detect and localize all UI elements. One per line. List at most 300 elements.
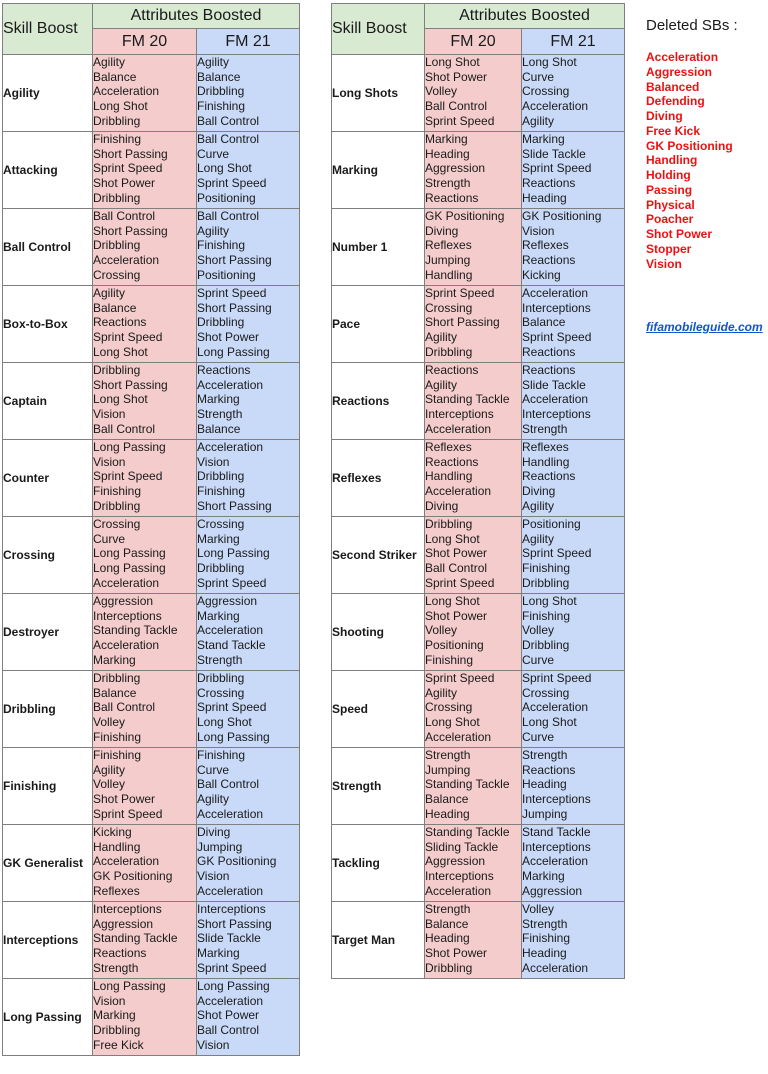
fm20-attributes (93, 209, 197, 286)
fm21-attributes (197, 440, 300, 517)
attribute-item: Diving (425, 223, 459, 238)
attribute-item: Marking (522, 132, 565, 146)
skill-boost-row (3, 132, 300, 209)
fm20-attributes (93, 825, 197, 902)
attribute-item: Long Shot (522, 715, 577, 730)
skill-boost-row (332, 825, 625, 902)
attribute-item: Curve (93, 531, 126, 546)
attribute-item: Reactions (522, 469, 576, 484)
skill-boost-row (332, 517, 625, 594)
attribute-item: Crossing (93, 517, 141, 531)
attribute-item: Interceptions (522, 792, 591, 807)
skill-boost-name: Speed (332, 671, 425, 748)
fm21-attributes (197, 594, 300, 671)
skill-boost-name: Number 1 (332, 209, 425, 286)
attribute-item: Dribbling (197, 315, 245, 330)
fm20-attributes (93, 286, 197, 363)
attribute-item: GK Positioning (93, 869, 173, 884)
skill-boost-row (3, 517, 300, 594)
skill-boost-table-left (2, 3, 300, 1056)
attribute-item: Long Shot (522, 594, 577, 608)
attribute-item: Interceptions (197, 902, 266, 916)
attribute-item: Finishing (197, 238, 246, 253)
attribute-item: Acceleration (93, 253, 160, 268)
attribute-item: Acceleration (93, 84, 160, 99)
fm21-attributes (522, 517, 625, 594)
attribute-item: Acceleration (93, 854, 160, 869)
skill-boost-name: Finishing (3, 748, 93, 825)
attribute-item: Strength (93, 960, 139, 975)
attribute-item: Finishing (197, 748, 246, 762)
skill-boost-name: Interceptions (3, 902, 93, 979)
attribute-item: Acceleration (522, 854, 589, 869)
skill-boost-name: Crossing (3, 517, 93, 594)
skill-boost-name: Counter (3, 440, 93, 517)
attribute-item: GK Positioning (197, 854, 277, 869)
attribute-item: Strength (197, 652, 243, 667)
fm21-attributes (197, 748, 300, 825)
attribute-item: Kicking (522, 267, 561, 282)
attribute-item: Free Kick (93, 1037, 144, 1052)
attribute-item: Dribbling (425, 960, 473, 975)
attribute-item: Sprint Speed (522, 330, 592, 345)
attribute-item: Long Passing (197, 979, 270, 993)
attribute-item: Vision (93, 454, 126, 469)
attribute-item: Vision (93, 993, 126, 1008)
attribute-item: Dribbling (93, 238, 141, 253)
attribute-item: Interceptions (425, 869, 494, 884)
attribute-item: Ball Control (197, 209, 260, 223)
attribute-item: Marking (197, 531, 240, 546)
fm20-attributes (93, 363, 197, 440)
attribute-item: Sprint Speed (197, 286, 267, 300)
skill-boost-header: Skill Boost (332, 4, 425, 55)
attribute-item: Volley (425, 623, 458, 638)
skill-boost-name: Agility (3, 55, 93, 132)
deleted-sb-item: Free Kick (646, 123, 701, 138)
attribute-item: Dribbling (93, 1023, 141, 1038)
attribute-item: Agility (522, 498, 555, 513)
attribute-item: Dribbling (522, 638, 570, 653)
fm21-attributes (197, 363, 300, 440)
attribute-item: Aggression (93, 916, 154, 931)
attribute-item: Volley (425, 84, 458, 99)
attribute-item: Interceptions (93, 902, 162, 916)
attribute-item: Acceleration (197, 377, 264, 392)
fm21-attributes (197, 132, 300, 209)
skill-boost-name: Strength (332, 748, 425, 825)
attribute-item: Stand Tackle (197, 638, 266, 653)
deleted-sbs-title: Deleted SBs : (646, 17, 738, 34)
attribute-item: Ball Control (197, 132, 260, 146)
attribute-item: Agility (197, 55, 230, 69)
attribute-item: Volley (93, 715, 126, 730)
skill-boost-row (3, 440, 300, 517)
attribute-item: Standing Tackle (93, 931, 178, 946)
attribute-item: Crossing (522, 84, 570, 99)
attribute-item: Finishing (522, 608, 571, 623)
attribute-item: Long Passing (93, 979, 166, 993)
fm21-attributes (522, 671, 625, 748)
attribute-item: Shot Power (93, 792, 156, 807)
skill-boost-name: Long Passing (3, 979, 93, 1056)
attribute-item: Positioning (522, 517, 581, 531)
skill-boost-row (332, 594, 625, 671)
skill-boost-row (3, 979, 300, 1056)
fm20-attributes (93, 748, 197, 825)
attribute-item: Handling (425, 469, 473, 484)
attribute-item: Dribbling (425, 344, 473, 359)
attribute-item: Finishing (93, 748, 142, 762)
attribute-item: Marking (93, 1008, 136, 1023)
attribute-item: Kicking (93, 825, 132, 839)
attribute-item: Sprint Speed (93, 161, 163, 176)
attribute-item: Reflexes (522, 440, 569, 454)
deleted-sb-item: Physical (646, 197, 695, 212)
attribute-item: Short Passing (197, 300, 272, 315)
attribute-item: Marking (93, 652, 136, 667)
attribute-item: Marking (522, 869, 565, 884)
attribute-item: Acceleration (197, 440, 264, 454)
attribute-item: Vision (93, 407, 126, 422)
attribute-item: Jumping (425, 253, 471, 268)
attribute-item: Shot Power (93, 176, 156, 191)
attribute-item: Diving (425, 498, 459, 513)
deleted-sb-item: Defending (646, 94, 705, 109)
attribute-item: Reactions (522, 344, 576, 359)
attribute-item: Standing Tackle (425, 825, 510, 839)
attribute-item: Acceleration (425, 421, 492, 436)
skill-boost-row (3, 902, 300, 979)
skill-boost-table-right (331, 3, 625, 979)
attribute-item: Ball Control (425, 99, 488, 114)
attribute-item: Sprint Speed (425, 671, 495, 685)
attribute-item: Interceptions (93, 608, 162, 623)
fm21-attributes (522, 594, 625, 671)
skill-boost-row (332, 132, 625, 209)
attribute-item: Diving (522, 484, 556, 499)
attribute-item: Sprint Speed (522, 546, 592, 561)
attribute-item: Reactions (522, 253, 576, 268)
attribute-item: Reactions (425, 454, 479, 469)
fm21-attributes (197, 209, 300, 286)
fm21-attributes (522, 748, 625, 825)
deleted-sb-item: Shot Power (646, 227, 713, 241)
attribute-item: Balance (93, 300, 137, 315)
attribute-item: Finishing (93, 132, 142, 146)
skill-boost-name: Box-to-Box (3, 286, 93, 363)
attribute-item: Sprint Speed (522, 671, 592, 685)
attribute-item: Agility (425, 377, 458, 392)
skill-boost-row (332, 209, 625, 286)
site-link[interactable]: fifamobileguide.com (646, 320, 763, 334)
attribute-item: Short Passing (93, 377, 168, 392)
fm21-attributes (522, 209, 625, 286)
attribute-item: Reactions (93, 946, 147, 961)
attribute-item: Ball Control (197, 1023, 260, 1038)
attribute-item: Ball Control (425, 561, 488, 576)
skill-boost-row (332, 440, 625, 517)
attribute-item: Finishing (197, 99, 246, 114)
fm21-attributes (522, 286, 625, 363)
skill-boost-row (3, 363, 300, 440)
attribute-item: Acceleration (522, 960, 589, 975)
attribute-item: Balance (197, 69, 241, 84)
attribute-item: Slide Tackle (197, 931, 261, 946)
attribute-item: Crossing (197, 517, 245, 531)
skill-boost-name: Long Shots (332, 55, 425, 132)
attribute-item: Finishing (93, 484, 142, 499)
attribute-item: Heading (522, 946, 567, 961)
attribute-item: Sprint Speed (197, 700, 267, 715)
skill-boost-row (332, 55, 625, 132)
attribute-item: Balance (522, 315, 566, 330)
attribute-item: Acceleration (425, 729, 492, 744)
deleted-sb-item: Poacher (646, 212, 694, 227)
attribute-item: Reflexes (425, 238, 472, 253)
fm21-attributes (522, 440, 625, 517)
attribute-item: Acceleration (425, 484, 492, 499)
attribute-item: Reactions (522, 363, 576, 377)
attribute-item: Standing Tackle (425, 777, 510, 792)
attribute-item: Dribbling (93, 113, 141, 128)
fm21-attributes (522, 132, 625, 209)
attribute-item: Acceleration (197, 883, 264, 898)
fm20-attributes (425, 440, 522, 517)
attribute-item: Finishing (522, 931, 571, 946)
attribute-item: Aggression (93, 594, 154, 608)
skill-boost-row (332, 902, 625, 979)
attribute-item: Long Passing (93, 561, 166, 576)
attribute-item: Aggression (425, 854, 486, 869)
attribute-item: Sprint Speed (197, 176, 267, 191)
attribute-item: Strength (197, 407, 243, 422)
attribute-item: Long Shot (425, 55, 480, 69)
deleted-sb-item: Handling (646, 153, 698, 168)
attribute-item: Handling (93, 839, 141, 854)
attribute-item: Acceleration (93, 575, 160, 590)
attribute-item: Reactions (197, 363, 251, 377)
attribute-item: Positioning (197, 190, 256, 205)
attribute-item: Sprint Speed (93, 330, 163, 345)
attribute-item: Sprint Speed (425, 286, 495, 300)
fm21-attributes (522, 363, 625, 440)
attribute-item: Curve (197, 146, 230, 161)
attribute-item: Finishing (93, 729, 142, 744)
fm21-attributes (522, 902, 625, 979)
attribute-item: Finishing (197, 484, 246, 499)
attribute-item: Agility (197, 792, 230, 807)
attribute-item: Slide Tackle (522, 146, 586, 161)
attribute-item: Strength (522, 916, 568, 931)
fm21-attributes (197, 55, 300, 132)
fm20-attributes (93, 594, 197, 671)
attribute-item: Acceleration (522, 392, 589, 407)
attribute-item: Long Passing (93, 440, 166, 454)
attribute-item: Long Passing (93, 546, 166, 561)
deleted-sbs-list (646, 50, 738, 271)
deleted-sb-item: GK Positioning (646, 138, 733, 153)
attribute-item: Strength (425, 748, 471, 762)
attribute-item: Dribbling (197, 469, 245, 484)
fm20-attributes (425, 671, 522, 748)
attributes-boosted-header: Attributes Boosted (93, 4, 300, 29)
skill-boost-row (332, 363, 625, 440)
attribute-item: Long Passing (197, 546, 270, 561)
attribute-item: Sliding Tackle (425, 839, 499, 854)
attribute-item: Long Shot (425, 715, 480, 730)
attribute-item: Crossing (197, 685, 245, 700)
attribute-item: Dribbling (93, 498, 141, 513)
attribute-item: Reactions (93, 315, 147, 330)
skill-boost-name: Pace (332, 286, 425, 363)
attribute-item: Acceleration (197, 993, 264, 1008)
fm20-attributes (425, 902, 522, 979)
attribute-item: Shot Power (197, 1008, 260, 1023)
attribute-item: Sprint Speed (197, 575, 267, 590)
attribute-item: Finishing (522, 561, 571, 576)
attribute-item: Dribbling (197, 561, 245, 576)
attribute-item: Balance (425, 916, 469, 931)
attribute-item: Marking (197, 392, 240, 407)
attribute-item: Long Shot (93, 99, 148, 114)
attribute-item: Dribbling (425, 517, 473, 531)
attribute-item: Heading (425, 806, 470, 821)
fm21-attributes (197, 902, 300, 979)
attribute-item: Agility (425, 685, 458, 700)
fm20-attributes (93, 132, 197, 209)
attribute-item: Long Shot (522, 55, 577, 69)
attribute-item: Reflexes (522, 238, 569, 253)
skill-boost-row (3, 594, 300, 671)
skill-boost-name: Ball Control (3, 209, 93, 286)
fm20-attributes (93, 671, 197, 748)
attribute-item: Finishing (425, 652, 474, 667)
attribute-item: Dribbling (93, 671, 141, 685)
attribute-item: Vision (197, 454, 230, 469)
attribute-item: Positioning (425, 638, 484, 653)
fm21-header: FM 21 (522, 29, 625, 55)
skill-boost-row (3, 286, 300, 363)
attribute-item: Agility (522, 113, 555, 128)
attribute-item: Reactions (425, 190, 479, 205)
attribute-item: Standing Tackle (93, 623, 178, 638)
attribute-item: Dribbling (93, 363, 141, 377)
attribute-item: Long Shot (93, 392, 148, 407)
attribute-item: Curve (522, 729, 555, 744)
attribute-item: Reactions (425, 363, 479, 377)
skill-boost-row (332, 671, 625, 748)
attribute-item: Balance (197, 421, 241, 436)
deleted-sb-item: Vision (646, 256, 682, 271)
attribute-item: Crossing (522, 685, 570, 700)
attribute-item: Aggression (522, 883, 583, 898)
fm21-attributes (197, 517, 300, 594)
attribute-item: Jumping (197, 839, 243, 854)
attributes-boosted-header: Attributes Boosted (425, 4, 625, 29)
fm20-attributes (93, 517, 197, 594)
attribute-item: Aggression (425, 161, 486, 176)
attribute-item: Sprint Speed (93, 469, 163, 484)
attribute-item: Interceptions (425, 407, 494, 422)
attribute-item: Heading (522, 190, 567, 205)
attribute-item: Long Shot (425, 531, 480, 546)
skill-boost-row (3, 209, 300, 286)
attribute-item: Strength (522, 421, 568, 436)
attribute-item: Interceptions (522, 839, 591, 854)
attribute-item: Sprint Speed (425, 575, 495, 590)
attribute-item: Heading (425, 146, 470, 161)
attribute-item: Acceleration (197, 806, 264, 821)
fm21-attributes (197, 825, 300, 902)
attribute-item: Agility (522, 531, 555, 546)
skill-boost-name: Reflexes (332, 440, 425, 517)
fm21-attributes (197, 979, 300, 1056)
skill-boost-name: Shooting (332, 594, 425, 671)
attribute-item: Jumping (425, 762, 471, 777)
fm21-attributes (522, 55, 625, 132)
attribute-item: Vision (197, 1037, 230, 1052)
attribute-item: Reactions (522, 762, 576, 777)
attribute-item: Reactions (522, 176, 576, 191)
fm20-header: FM 20 (93, 29, 197, 55)
attribute-item: Volley (93, 777, 126, 792)
fm20-attributes (93, 902, 197, 979)
fm20-attributes (93, 979, 197, 1056)
skill-boost-name: GK Generalist (3, 825, 93, 902)
attribute-item: Shot Power (425, 546, 488, 561)
attribute-item: Volley (522, 623, 555, 638)
attribute-item: Crossing (93, 267, 141, 282)
attribute-item: Short Passing (425, 315, 500, 330)
fm20-header: FM 20 (425, 29, 522, 55)
attribute-item: Reflexes (425, 440, 472, 454)
attribute-item: Slide Tackle (522, 377, 586, 392)
attribute-item: Acceleration (522, 99, 589, 114)
attribute-item: GK Positioning (522, 209, 602, 223)
skill-boost-header: Skill Boost (3, 4, 93, 55)
attribute-item: Agility (93, 286, 126, 300)
attribute-item: Agility (197, 223, 230, 238)
skill-boost-row (332, 748, 625, 825)
attribute-item: Acceleration (425, 883, 492, 898)
attribute-item: Shot Power (425, 69, 488, 84)
attribute-item: Sprint Speed (93, 806, 163, 821)
skill-boost-row (3, 671, 300, 748)
attribute-item: Short Passing (197, 916, 272, 931)
attribute-item: Marking (425, 132, 468, 146)
attribute-item: Interceptions (522, 300, 591, 315)
attribute-item: Aggression (197, 594, 258, 608)
attribute-item: Handling (425, 267, 473, 282)
attribute-item: Sprint Speed (425, 113, 495, 128)
attribute-item: Marking (197, 608, 240, 623)
attribute-item: Diving (197, 825, 231, 839)
fm20-attributes (425, 286, 522, 363)
attribute-item: Dribbling (522, 575, 570, 590)
attribute-item: Short Passing (197, 253, 272, 268)
attribute-item: Dribbling (197, 671, 245, 685)
fm20-attributes (425, 517, 522, 594)
attribute-item: Sprint Speed (522, 161, 592, 176)
fm20-attributes (425, 748, 522, 825)
attribute-item: Long Shot (197, 161, 252, 176)
attribute-item: Acceleration (93, 638, 160, 653)
attribute-item: Heading (522, 777, 567, 792)
attribute-item: Vision (522, 223, 555, 238)
attribute-item: Ball Control (93, 700, 156, 715)
fm20-attributes (425, 132, 522, 209)
